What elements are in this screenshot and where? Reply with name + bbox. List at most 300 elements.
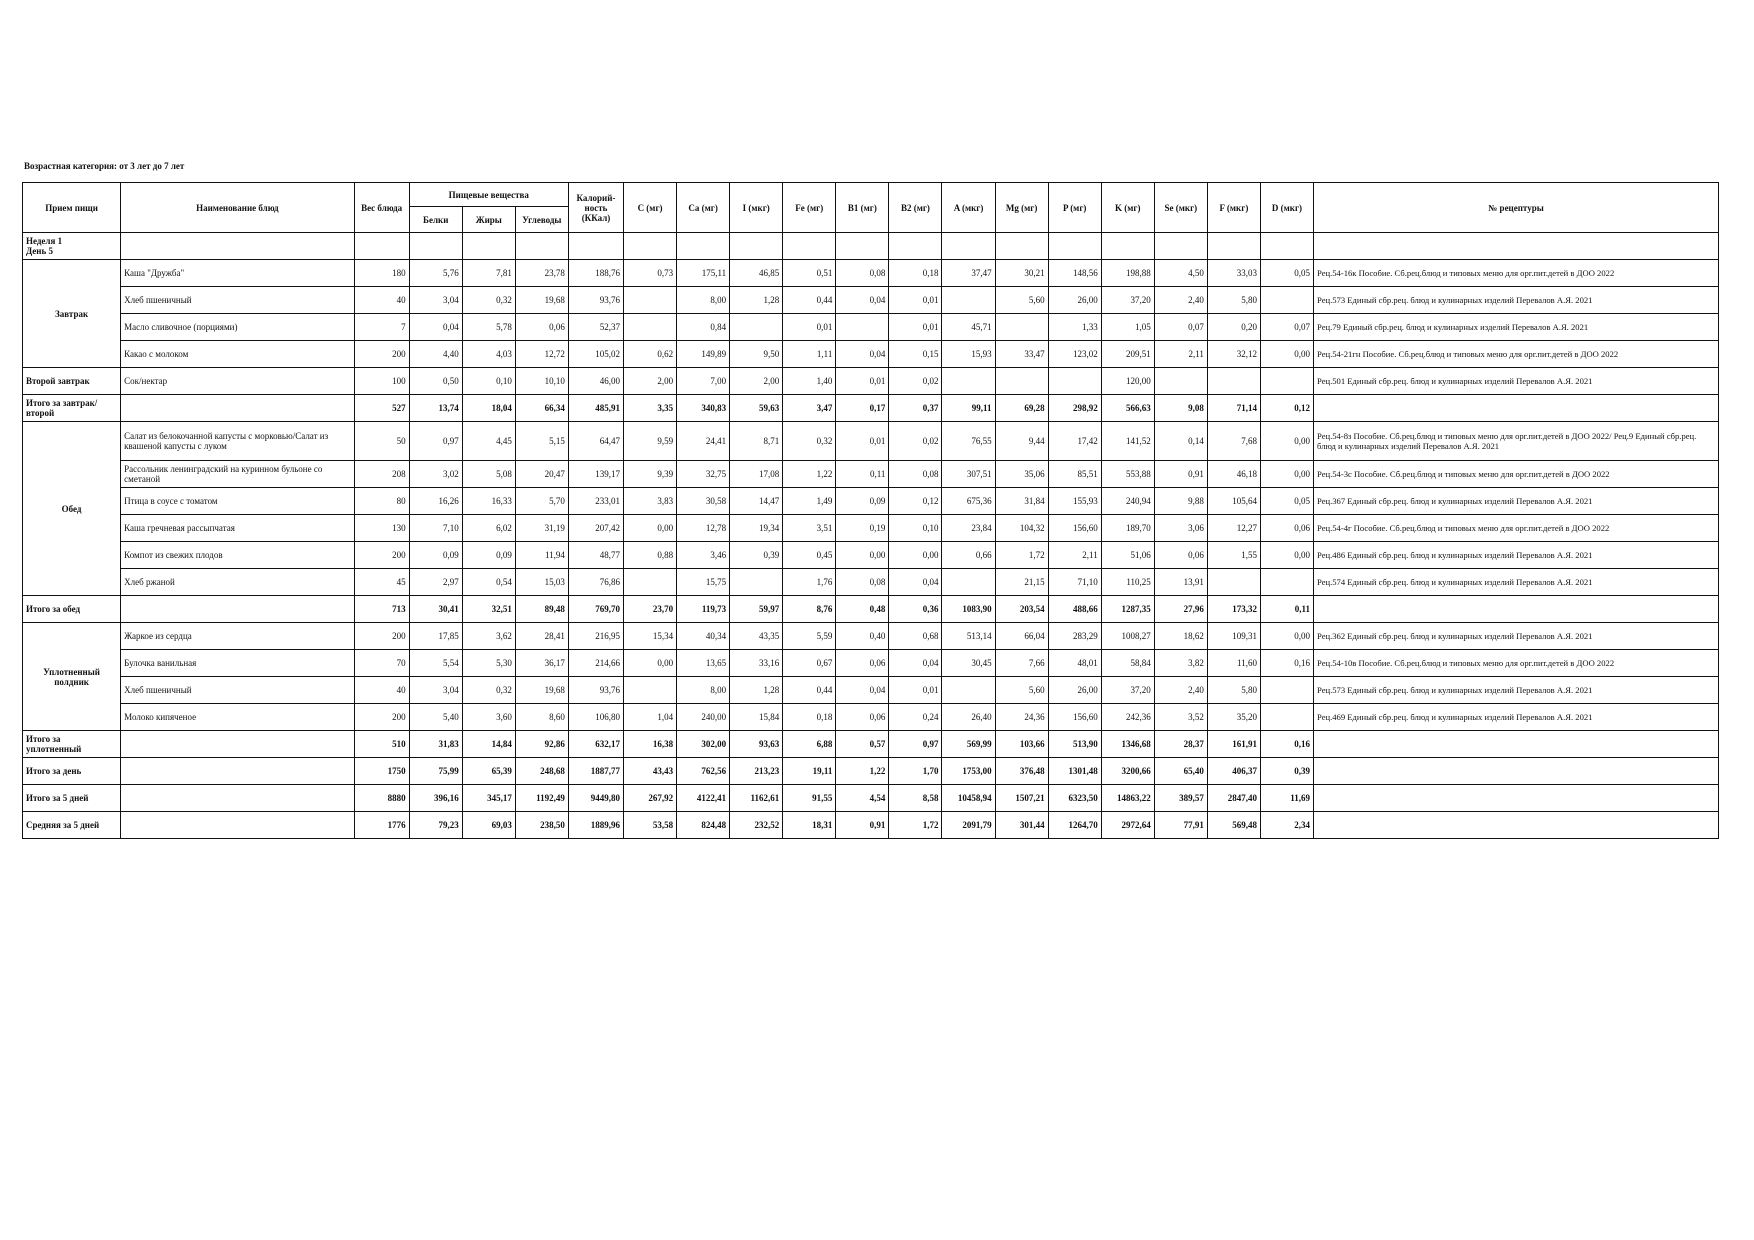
menu-table — [22, 182, 1719, 839]
value-cell: 48,01 — [1048, 650, 1101, 677]
value-cell — [624, 287, 677, 314]
recipe-ref: Рец.79 Единый сбр.рец. блюд и кулинарных изделий Перевалов А.Я. 2021 — [1314, 314, 1719, 341]
value-cell: 242,36 — [1101, 704, 1154, 731]
total-label: Итого за 5 дней — [23, 785, 121, 812]
recipe-ref: Рец.362 Единый сбр.рец. блюд и кулинарных изделий Перевалов А.Я. 2021 — [1314, 623, 1719, 650]
value-cell: 120,00 — [1101, 368, 1154, 395]
value-cell: 105,64 — [1207, 488, 1260, 515]
dish-name: Молоко кипяченое — [121, 704, 354, 731]
value-cell — [624, 314, 677, 341]
value-cell: 104,32 — [995, 515, 1048, 542]
total-value-cell: 2847,40 — [1207, 785, 1260, 812]
empty-cell — [121, 596, 354, 623]
total-value-cell: 0,48 — [836, 596, 889, 623]
value-cell: 23,84 — [942, 515, 995, 542]
value-cell — [1260, 677, 1313, 704]
value-cell: 1008,27 — [1101, 623, 1154, 650]
value-cell: 5,80 — [1207, 287, 1260, 314]
total-value-cell: 8880 — [354, 785, 409, 812]
header-a: A (мкг) — [942, 183, 995, 233]
value-cell: 0,06 — [836, 704, 889, 731]
value-cell: 0,97 — [409, 422, 462, 461]
value-cell: 6,02 — [462, 515, 515, 542]
value-cell — [1154, 368, 1207, 395]
value-cell: 46,85 — [730, 260, 783, 287]
total-value-cell: 510 — [354, 731, 409, 758]
total-value-cell: 713 — [354, 596, 409, 623]
value-cell: 0,15 — [889, 341, 942, 368]
value-cell: 200 — [354, 704, 409, 731]
total-value-cell: 6,88 — [783, 731, 836, 758]
value-cell: 40 — [354, 287, 409, 314]
value-cell: 3,83 — [624, 488, 677, 515]
total-value-cell: 23,70 — [624, 596, 677, 623]
value-cell: 198,88 — [1101, 260, 1154, 287]
total-value-cell: 0,39 — [1260, 758, 1313, 785]
total-label: Итого за завтрак/второй — [23, 395, 121, 422]
value-cell: 14,47 — [730, 488, 783, 515]
value-cell: 64,47 — [568, 422, 623, 461]
value-cell: 0,20 — [1207, 314, 1260, 341]
header-carbs: Углеводы — [515, 207, 568, 233]
table-row — [23, 515, 1719, 542]
total-value-cell: 569,99 — [942, 731, 995, 758]
total-value-cell: 79,23 — [409, 812, 462, 839]
value-cell: 0,73 — [624, 260, 677, 287]
value-cell: 0,05 — [1260, 260, 1313, 287]
table-row — [23, 314, 1719, 341]
total-value-cell: 762,56 — [677, 758, 730, 785]
meal-lunch: Обед — [23, 422, 121, 596]
value-cell: 52,37 — [568, 314, 623, 341]
value-cell — [942, 368, 995, 395]
value-cell: 66,04 — [995, 623, 1048, 650]
value-cell: 4,50 — [1154, 260, 1207, 287]
total-value-cell: 1162,61 — [730, 785, 783, 812]
value-cell: 48,77 — [568, 542, 623, 569]
value-cell: 35,06 — [995, 461, 1048, 488]
total-value-cell: 1887,77 — [568, 758, 623, 785]
recipe-ref: Рец.367 Единый сбр.рец. блюд и кулинарных изделий Перевалов А.Я. 2021 — [1314, 488, 1719, 515]
value-cell: 139,17 — [568, 461, 623, 488]
total-value-cell: 345,17 — [462, 785, 515, 812]
header-weight: Вес блюда — [354, 183, 409, 233]
total-value-cell: 1889,96 — [568, 812, 623, 839]
value-cell: 18,62 — [1154, 623, 1207, 650]
value-cell: 12,72 — [515, 341, 568, 368]
value-cell: 0,00 — [624, 650, 677, 677]
value-cell: 3,52 — [1154, 704, 1207, 731]
value-cell: 26,00 — [1048, 677, 1101, 704]
value-cell: 36,17 — [515, 650, 568, 677]
value-cell: 12,78 — [677, 515, 730, 542]
header-dish: Наименование блюд — [121, 183, 354, 233]
value-cell: 3,04 — [409, 677, 462, 704]
value-cell: 0,45 — [783, 542, 836, 569]
value-cell: 76,86 — [568, 569, 623, 596]
value-cell: 0,01 — [836, 368, 889, 395]
value-cell: 30,45 — [942, 650, 995, 677]
value-cell: 0,84 — [677, 314, 730, 341]
value-cell: 85,51 — [1048, 461, 1101, 488]
value-cell: 2,11 — [1048, 542, 1101, 569]
value-cell: 3,82 — [1154, 650, 1207, 677]
total-value-cell: 8,76 — [783, 596, 836, 623]
value-cell: 0,54 — [462, 569, 515, 596]
value-cell: 5,40 — [409, 704, 462, 731]
value-cell: 0,04 — [889, 569, 942, 596]
value-cell — [730, 314, 783, 341]
total-value-cell: 1301,48 — [1048, 758, 1101, 785]
value-cell: 8,71 — [730, 422, 783, 461]
value-cell: 1,05 — [1101, 314, 1154, 341]
total-value-cell: 119,73 — [677, 596, 730, 623]
total-value-cell: 0,36 — [889, 596, 942, 623]
value-cell: 31,19 — [515, 515, 568, 542]
recipe-ref: Рец.54-10в Пособие. Сб.рец.блюд и типовых меню для орг.пит.детей в ДОО 2022 — [1314, 650, 1719, 677]
total-value-cell: 11,69 — [1260, 785, 1313, 812]
table-row — [23, 650, 1719, 677]
value-cell: 0,67 — [783, 650, 836, 677]
total-value-cell: 485,91 — [568, 395, 623, 422]
value-cell: 4,40 — [409, 341, 462, 368]
value-cell: 0,88 — [624, 542, 677, 569]
value-cell: 13,65 — [677, 650, 730, 677]
total-value-cell: 69,03 — [462, 812, 515, 839]
header-calories: Калорий-ность (ККал) — [568, 183, 623, 233]
value-cell: 0,00 — [1260, 422, 1313, 461]
value-cell — [1260, 368, 1313, 395]
value-cell: 7 — [354, 314, 409, 341]
value-cell: 40,34 — [677, 623, 730, 650]
value-cell: 0,07 — [1154, 314, 1207, 341]
value-cell: 0,04 — [836, 341, 889, 368]
total-value-cell: 389,57 — [1154, 785, 1207, 812]
value-cell: 51,06 — [1101, 542, 1154, 569]
value-cell: 5,78 — [462, 314, 515, 341]
total-value-cell: 527 — [354, 395, 409, 422]
value-cell: 0,06 — [836, 650, 889, 677]
value-cell: 0,32 — [462, 287, 515, 314]
value-cell: 2,40 — [1154, 677, 1207, 704]
value-cell — [1207, 569, 1260, 596]
header-d: D (мкг) — [1260, 183, 1313, 233]
total-value-cell: 65,39 — [462, 758, 515, 785]
dish-name: Хлеб ржаной — [121, 569, 354, 596]
total-value-cell: 71,14 — [1207, 395, 1260, 422]
value-cell: 16,26 — [409, 488, 462, 515]
value-cell: 0,01 — [783, 314, 836, 341]
value-cell: 188,76 — [568, 260, 623, 287]
dish-name: Каша гречневая рассыпчатая — [121, 515, 354, 542]
dish-name: Булочка ванильная — [121, 650, 354, 677]
header-f: F (мкг) — [1207, 183, 1260, 233]
header-se: Se (мкг) — [1154, 183, 1207, 233]
value-cell: 15,93 — [942, 341, 995, 368]
value-cell: 180 — [354, 260, 409, 287]
value-cell: 45,71 — [942, 314, 995, 341]
recipe-ref: Рец.501 Единый сбр.рец. блюд и кулинарных изделий Перевалов А.Я. 2021 — [1314, 368, 1719, 395]
value-cell: 0,09 — [462, 542, 515, 569]
total-value-cell: 1,72 — [889, 812, 942, 839]
value-cell: 0,39 — [730, 542, 783, 569]
value-cell: 9,59 — [624, 422, 677, 461]
empty-cell — [1314, 596, 1719, 623]
subtotal-row — [23, 596, 1719, 623]
total-value-cell: 213,23 — [730, 758, 783, 785]
value-cell: 9,88 — [1154, 488, 1207, 515]
value-cell: 5,59 — [783, 623, 836, 650]
value-cell: 5,80 — [1207, 677, 1260, 704]
total-value-cell: 1753,00 — [942, 758, 995, 785]
value-cell: 209,51 — [1101, 341, 1154, 368]
total-value-cell: 232,52 — [730, 812, 783, 839]
value-cell: 0,32 — [462, 677, 515, 704]
value-cell: 23,78 — [515, 260, 568, 287]
value-cell: 0,08 — [889, 461, 942, 488]
value-cell: 17,85 — [409, 623, 462, 650]
total-value-cell: 19,11 — [783, 758, 836, 785]
value-cell: 9,50 — [730, 341, 783, 368]
recipe-ref: Рец.469 Единый сбр.рец. блюд и кулинарных изделий Перевалов А.Я. 2021 — [1314, 704, 1719, 731]
value-cell: 4,03 — [462, 341, 515, 368]
value-cell: 35,20 — [1207, 704, 1260, 731]
dish-name: Хлеб пшеничный — [121, 287, 354, 314]
empty-cell — [1314, 758, 1719, 785]
value-cell: 0,19 — [836, 515, 889, 542]
total-value-cell: 30,41 — [409, 596, 462, 623]
value-cell — [836, 314, 889, 341]
value-cell: 148,56 — [1048, 260, 1101, 287]
total-value-cell: 1750 — [354, 758, 409, 785]
total-value-cell: 632,17 — [568, 731, 623, 758]
total-value-cell: 3,47 — [783, 395, 836, 422]
value-cell: 33,47 — [995, 341, 1048, 368]
value-cell: 207,42 — [568, 515, 623, 542]
total-value-cell: 1507,21 — [995, 785, 1048, 812]
total-value-cell: 6323,50 — [1048, 785, 1101, 812]
value-cell: 0,02 — [889, 368, 942, 395]
value-cell: 50 — [354, 422, 409, 461]
total-value-cell: 66,34 — [515, 395, 568, 422]
total-value-cell: 0,57 — [836, 731, 889, 758]
value-cell: 15,03 — [515, 569, 568, 596]
total-value-cell: 2972,64 — [1101, 812, 1154, 839]
total-value-cell: 173,32 — [1207, 596, 1260, 623]
dish-name: Компот из свежих плодов — [121, 542, 354, 569]
value-cell — [995, 314, 1048, 341]
value-cell: 3,06 — [1154, 515, 1207, 542]
header-protein: Белки — [409, 207, 462, 233]
value-cell: 0,05 — [1260, 488, 1313, 515]
total-value-cell: 566,63 — [1101, 395, 1154, 422]
empty-cell — [121, 395, 354, 422]
total-value-cell: 1264,70 — [1048, 812, 1101, 839]
total-value-cell: 0,91 — [836, 812, 889, 839]
total-value-cell: 824,48 — [677, 812, 730, 839]
total-value-cell: 1083,90 — [942, 596, 995, 623]
value-cell: 93,76 — [568, 677, 623, 704]
value-cell — [942, 287, 995, 314]
value-cell: 76,55 — [942, 422, 995, 461]
value-cell: 26,40 — [942, 704, 995, 731]
day-total-row — [23, 758, 1719, 785]
total-value-cell: 3200,66 — [1101, 758, 1154, 785]
total-value-cell: 3,35 — [624, 395, 677, 422]
value-cell: 156,60 — [1048, 515, 1101, 542]
total-value-cell: 0,11 — [1260, 596, 1313, 623]
value-cell: 3,60 — [462, 704, 515, 731]
value-cell: 7,68 — [1207, 422, 1260, 461]
value-cell: 19,68 — [515, 287, 568, 314]
value-cell: 0,04 — [409, 314, 462, 341]
header-c: C (мг) — [624, 183, 677, 233]
dish-name: Каша "Дружба" — [121, 260, 354, 287]
total-value-cell: 99,11 — [942, 395, 995, 422]
value-cell: 100 — [354, 368, 409, 395]
value-cell: 155,93 — [1048, 488, 1101, 515]
recipe-ref: Рец.54-8з Пособие. Сб.рец.блюд и типовых меню для орг.пит.детей в ДОО 2022/ Рец.9 Единый сбр.рец. блюд и кулинарных изделий Перевалов А.Я. 2021 — [1314, 422, 1719, 461]
value-cell: 0,10 — [889, 515, 942, 542]
value-cell: 1,49 — [783, 488, 836, 515]
value-cell: 189,70 — [1101, 515, 1154, 542]
value-cell: 5,70 — [515, 488, 568, 515]
value-cell: 156,60 — [1048, 704, 1101, 731]
week-label: Неделя 1 — [26, 236, 63, 246]
header-nutrients: Пищевые вещества — [409, 183, 568, 207]
value-cell: 175,11 — [677, 260, 730, 287]
total-label: Итого за уплотненный — [23, 731, 121, 758]
empty-cell — [121, 731, 354, 758]
value-cell: 0,09 — [409, 542, 462, 569]
value-cell: 0,12 — [889, 488, 942, 515]
value-cell: 8,60 — [515, 704, 568, 731]
value-cell: 3,46 — [677, 542, 730, 569]
value-cell: 0,44 — [783, 677, 836, 704]
value-cell — [624, 569, 677, 596]
value-cell: 208 — [354, 461, 409, 488]
value-cell: 46,00 — [568, 368, 623, 395]
table-row — [23, 422, 1719, 461]
value-cell: 106,80 — [568, 704, 623, 731]
recipe-ref: Рец.486 Единый сбр.рец. блюд и кулинарных изделий Перевалов А.Я. 2021 — [1314, 542, 1719, 569]
value-cell: 71,10 — [1048, 569, 1101, 596]
value-cell — [1260, 569, 1313, 596]
total-value-cell: 14863,22 — [1101, 785, 1154, 812]
total-value-cell: 92,86 — [515, 731, 568, 758]
value-cell: 0,08 — [836, 569, 889, 596]
total-value-cell: 340,83 — [677, 395, 730, 422]
value-cell: 7,10 — [409, 515, 462, 542]
total-value-cell: 75,99 — [409, 758, 462, 785]
value-cell: 513,14 — [942, 623, 995, 650]
value-cell: 0,91 — [1154, 461, 1207, 488]
value-cell: 31,84 — [995, 488, 1048, 515]
total-label: Средняя за 5 дней — [23, 812, 121, 839]
total-value-cell: 93,63 — [730, 731, 783, 758]
total-value-cell: 59,97 — [730, 596, 783, 623]
dish-name: Хлеб пшеничный — [121, 677, 354, 704]
value-cell: 3,51 — [783, 515, 836, 542]
total-value-cell: 0,97 — [889, 731, 942, 758]
value-cell: 240,94 — [1101, 488, 1154, 515]
recipe-ref: Рец.54-16к Пособие. Сб.рец.блюд и типовых меню для орг.пит.детей в ДОО 2022 — [1314, 260, 1719, 287]
value-cell: 19,68 — [515, 677, 568, 704]
value-cell: 5,60 — [995, 287, 1048, 314]
total-value-cell: 27,96 — [1154, 596, 1207, 623]
value-cell: 1,04 — [624, 704, 677, 731]
value-cell: 3,02 — [409, 461, 462, 488]
total-label: Итого за день — [23, 758, 121, 785]
total-value-cell: 0,37 — [889, 395, 942, 422]
value-cell: 233,01 — [568, 488, 623, 515]
value-cell: 24,41 — [677, 422, 730, 461]
recipe-ref: Рец.574 Единый сбр.рец. блюд и кулинарных изделий Перевалов А.Я. 2021 — [1314, 569, 1719, 596]
total-value-cell: 406,37 — [1207, 758, 1260, 785]
value-cell: 45 — [354, 569, 409, 596]
total-value-cell: 4,54 — [836, 785, 889, 812]
total-value-cell: 2,34 — [1260, 812, 1313, 839]
value-cell: 0,14 — [1154, 422, 1207, 461]
value-cell: 200 — [354, 341, 409, 368]
table-row — [23, 461, 1719, 488]
meal-snack: Уплотненный полдник — [23, 623, 121, 731]
value-cell: 0,02 — [889, 422, 942, 461]
value-cell: 0,04 — [836, 287, 889, 314]
total-label: Итого за обед — [23, 596, 121, 623]
value-cell — [1260, 287, 1313, 314]
header-fe: Fe (мг) — [783, 183, 836, 233]
value-cell: 2,97 — [409, 569, 462, 596]
value-cell — [942, 677, 995, 704]
total-value-cell: 28,37 — [1154, 731, 1207, 758]
value-cell: 15,84 — [730, 704, 783, 731]
empty-cell — [121, 812, 354, 839]
value-cell: 553,88 — [1101, 461, 1154, 488]
total-value-cell: 65,40 — [1154, 758, 1207, 785]
header-recipe: № рецептуры — [1314, 183, 1719, 233]
value-cell: 216,95 — [568, 623, 623, 650]
total-value-cell: 89,48 — [515, 596, 568, 623]
total-value-cell: 69,28 — [995, 395, 1048, 422]
total-value-cell: 248,68 — [515, 758, 568, 785]
value-cell: 20,47 — [515, 461, 568, 488]
value-cell — [1260, 704, 1313, 731]
value-cell: 0,62 — [624, 341, 677, 368]
value-cell: 0,00 — [836, 542, 889, 569]
value-cell: 0,00 — [1260, 623, 1313, 650]
total-value-cell: 91,55 — [783, 785, 836, 812]
value-cell: 0,06 — [515, 314, 568, 341]
value-cell: 0,16 — [1260, 650, 1313, 677]
value-cell — [1207, 368, 1260, 395]
value-cell: 37,20 — [1101, 287, 1154, 314]
value-cell: 1,22 — [783, 461, 836, 488]
value-cell: 0,50 — [409, 368, 462, 395]
total-value-cell: 77,91 — [1154, 812, 1207, 839]
value-cell: 33,16 — [730, 650, 783, 677]
value-cell: 17,42 — [1048, 422, 1101, 461]
total-value-cell: 513,90 — [1048, 731, 1101, 758]
value-cell: 26,00 — [1048, 287, 1101, 314]
value-cell — [942, 569, 995, 596]
total-value-cell: 1287,35 — [1101, 596, 1154, 623]
value-cell: 5,30 — [462, 650, 515, 677]
value-cell: 0,32 — [783, 422, 836, 461]
value-cell: 70 — [354, 650, 409, 677]
header-meal: Прием пищи — [23, 183, 121, 233]
value-cell: 5,54 — [409, 650, 462, 677]
